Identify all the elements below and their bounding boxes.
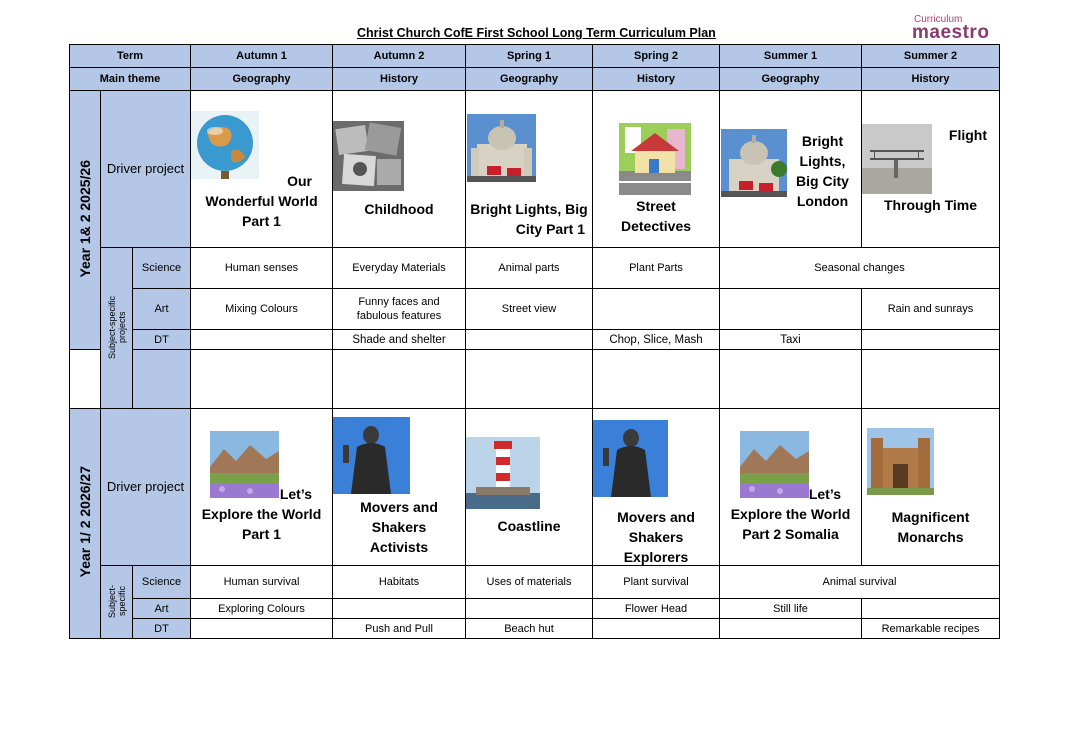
term-spring1: Spring 1 [466,45,593,68]
year1-label-cell [70,91,101,350]
theme-label: Main theme [99,73,161,85]
year2-science-spring1: Uses of materials [466,566,593,599]
year1-spring1-title-2: City Part 1 [515,221,585,237]
spacer-cell-2 [333,350,466,409]
year2-art-autumn1: Exploring Colours [191,599,333,619]
street-illustration [619,123,691,195]
year2-dt-autumn1 [191,619,333,639]
year2-spring2-title-2: Shakers [628,529,684,545]
year2-subject-label: Subject-specific [106,583,127,618]
year2-subject-label-cell [101,566,133,639]
lighthouse-photo [466,437,540,509]
term-spring2: Spring 2 [593,45,720,68]
year2-spring2-title-3: Explorers [623,549,689,565]
year1-dt-spring1 [466,330,593,350]
palace-photo [867,428,934,495]
year2-science-autumn2: Habitats [333,566,466,599]
year2-autumn2-title-3: Activists [369,539,429,555]
year2-art-label: Art [133,599,191,619]
year1-spring2-title-2: Detectives [620,218,692,234]
spacer-cell-3 [466,350,593,409]
year1-autumn1-title-1: Our [287,173,312,189]
year2-autumn2-title-2: Shakers [371,519,427,535]
year2-project-autumn2 [333,409,466,566]
year1-dt-label: DT [133,330,191,350]
year1-dt-spring2: Chop, Slice, Mash [593,330,720,350]
theme-spring1: Geography [466,68,593,91]
year2-autumn2-title-1: Movers and [360,499,438,515]
year1-art-autumn2-line1: Funny faces and [358,296,440,308]
year2-dt-spring1: Beach hut [466,619,593,639]
theme-autumn1: Geography [191,68,333,91]
year2-dt-label: DT [133,619,191,639]
globe-photo [191,111,259,179]
theme-autumn2: History [333,68,466,91]
year1-dt-autumn2: Shade and shelter [333,330,466,350]
year2-art-summer1: Still life [720,599,862,619]
year1-art-autumn1: Mixing Colours [191,289,333,330]
year1-art-autumn2 [333,289,466,330]
year2-label: Year 1/ 2 2026/27 [77,466,93,578]
year1-science-label: Science [133,248,191,289]
year1-project-autumn1 [191,91,333,248]
year1-dt-summer2 [862,330,1000,350]
wright-flyer-photo [862,124,932,194]
year2-project-summer1 [720,409,862,566]
year2-spring2-title-1: Movers and [617,509,695,525]
page-title: Christ Church CofE First School Long Term Curriculum Plan [357,26,716,40]
year2-summer1-title-1: Let’s [808,486,841,502]
logo-main-text: maestro [912,22,990,43]
term-autumn2: Autumn 2 [333,45,466,68]
term-label: Term [116,50,144,62]
year1-subject-label-cell [101,248,133,409]
year2-summer2-title-1: Magnificent [891,509,970,525]
year1-art-spring2 [593,289,720,330]
theme-summer2: History [862,68,1000,91]
spacer-cell-1 [191,350,333,409]
theme-summer1: Geography [720,68,862,91]
year1-summer2-title-1: Flight [948,127,987,143]
year2-autumn1-title-3: Part 1 [242,526,281,542]
year1-project-spring1 [466,91,593,248]
year1-summer2-title-2: Through Time [883,197,978,213]
year2-project-autumn1 [191,409,333,566]
st-pauls-photo [721,129,787,197]
curriculum-table [69,44,1000,639]
theme-label-cell [70,68,191,91]
year1-project-summer2 [862,91,1000,248]
year1-dt-autumn1 [191,330,333,350]
year1-spring1-title-1: Bright Lights, Big [470,201,588,217]
year2-art-spring2: Flower Head [593,599,720,619]
year2-summer1-title-2: Explore the World [730,506,851,522]
year1-science-spring1: Animal parts [466,248,593,289]
term-label-cell [70,45,191,68]
year1-art-label: Art [133,289,191,330]
year1-science-summer: Seasonal changes [720,248,1000,289]
st-pauls-photo [467,114,536,182]
year1-summer1-title-2: Lights, [799,153,846,169]
year2-spring1-title: Coastline [497,518,561,534]
theme-spring2: History [593,68,720,91]
spacer-cell-5 [720,350,862,409]
year1-label: Year 1& 2 2025/26 [77,159,93,278]
curriculum-maestro-logo [912,14,1002,42]
spacer-year-cell [70,350,101,409]
year1-autumn2-title: Childhood [364,201,434,217]
year2-science-spring2: Plant survival [593,566,720,599]
year2-summer2-title-2: Monarchs [897,529,964,545]
term-summer1: Summer 1 [720,45,862,68]
year2-dt-autumn2: Push and Pull [333,619,466,639]
year2-autumn1-title-2: Explore the World [201,506,322,522]
year1-art-summer1 [720,289,862,330]
year2-summer1-title-3: Part 2 Somalia [742,526,839,542]
year2-driver-label-cell [101,409,191,566]
logo-top-text: Curriculum [914,14,963,25]
statue-photo [333,417,410,494]
year1-art-summer2: Rain and sunrays [862,289,1000,330]
year1-summer1-title-4: London [796,193,849,209]
year2-science-autumn1: Human survival [191,566,333,599]
year2-dt-spring2 [593,619,720,639]
year1-spring2-title-1: Street [636,198,676,214]
year1-dt-summer1: Taxi [720,330,862,350]
year2-science-summer: Animal survival [720,566,1000,599]
year1-subject-label: Subject-specific projects [106,294,127,359]
year1-science-autumn1: Human senses [191,248,333,289]
old-photos-photo [333,121,404,191]
year1-project-spring2 [593,91,720,248]
year2-art-spring1 [466,599,593,619]
year1-driver-label: Driver project [106,161,185,176]
year1-autumn1-title-3: Part 1 [242,213,281,229]
year1-science-spring2: Plant Parts [593,248,720,289]
year2-project-spring2 [593,409,720,566]
year1-art-autumn2-line2: fabulous features [356,310,442,322]
year2-art-summer2 [862,599,1000,619]
year2-science-label: Science [133,566,191,599]
term-autumn1: Autumn 1 [191,45,333,68]
year2-driver-label: Driver project [106,479,185,494]
year2-project-summer2 [862,409,1000,566]
year2-label-cell [70,409,101,639]
year2-dt-summer2: Remarkable recipes [862,619,1000,639]
year2-dt-summer1 [720,619,862,639]
year2-project-spring1 [466,409,593,566]
year1-art-spring1: Street view [466,289,593,330]
statue-photo [593,420,668,497]
year2-autumn1-title-1: Let’s [279,486,312,502]
year1-project-autumn2 [333,91,466,248]
year2-art-autumn2 [333,599,466,619]
spacer-cell-4 [593,350,720,409]
year1-summer1-title-1: Bright [801,133,844,149]
year1-autumn1-title-2: Wonderful World [205,193,318,209]
year1-summer1-title-3: Big City [796,173,849,189]
year1-project-summer1 [720,91,862,248]
year1-driver-label-cell [101,91,191,248]
term-summer2: Summer 2 [862,45,1000,68]
year1-science-autumn2: Everyday Materials [333,248,466,289]
spacer-subject-cell [133,350,191,409]
spacer-cell-6 [862,350,1000,409]
